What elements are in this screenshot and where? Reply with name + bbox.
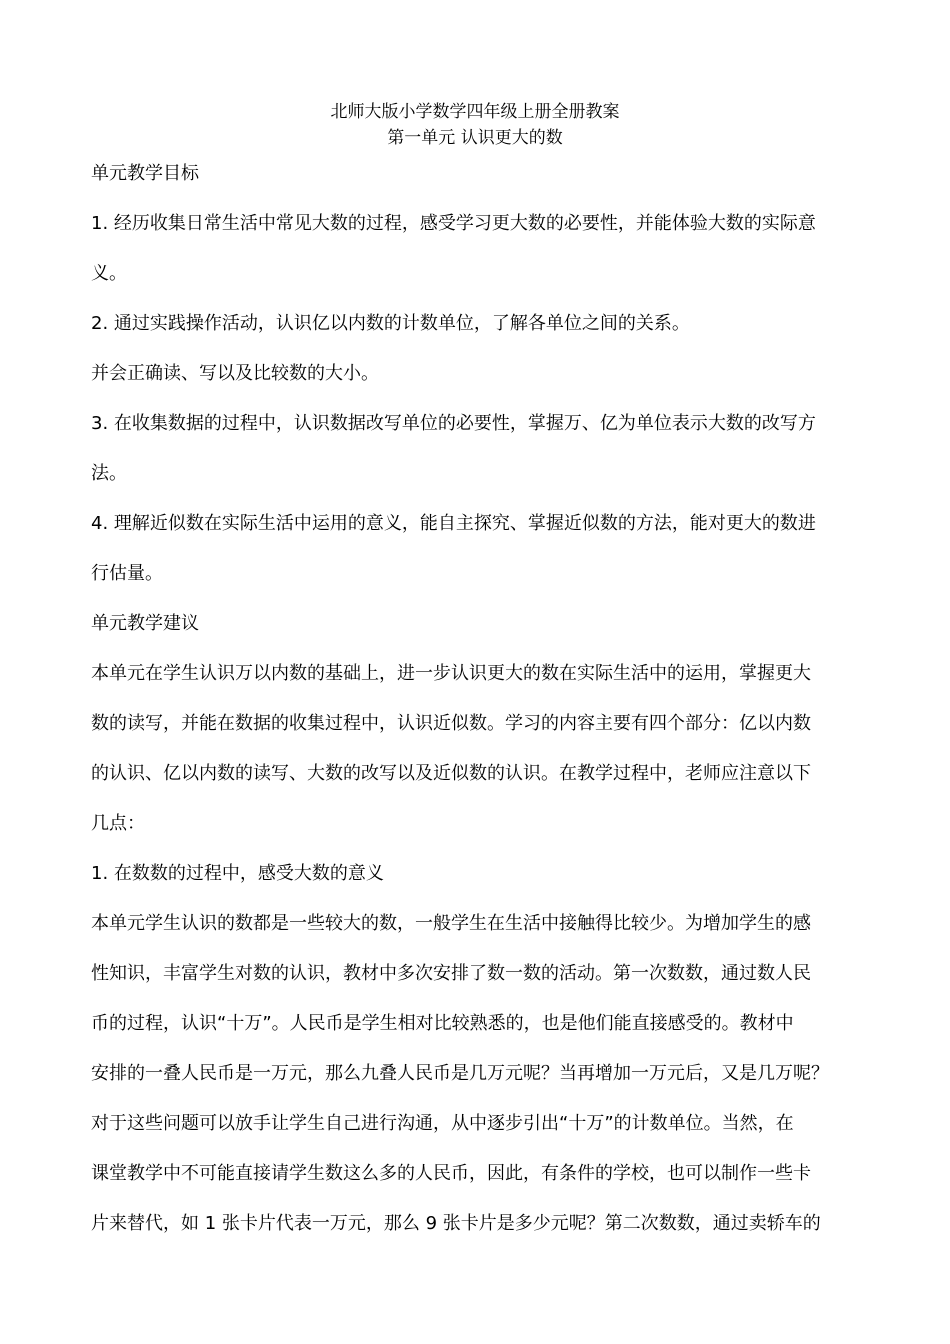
paragraph-line: 2. 通过实践操作活动，认识亿以内数的计数单位，了解各单位之间的关系。 <box>91 313 690 334</box>
paragraph-line: 本单元学生认识的数都是一些较大的数，一般学生在生活中接触得比较少。为增加学生的感 <box>91 913 811 934</box>
paragraph-line: 片来替代，如 1 张卡片代表一万元，那么 9 张卡片是多少元呢？第二次数数，通过卖轿车的 <box>91 1213 821 1234</box>
paragraph-line: 数的读写，并能在数据的收集过程中，认识近似数。学习的内容主要有四个部分：亿以内数 <box>91 713 811 734</box>
paragraph-line: 法。 <box>91 463 127 484</box>
paragraph-line: 1. 经历收集日常生活中常见大数的过程，感受学习更大数的必要性，并能体验大数的实际意 <box>91 213 816 234</box>
paragraph-line: 的认识、亿以内数的读写、大数的改写以及近似数的认识。在教学过程中，老师应注意以下 <box>91 763 811 784</box>
document-title: 北师大版小学数学四年级上册全册教案 <box>330 102 620 122</box>
heading-unit-goals: 单元教学目标 <box>91 163 199 184</box>
paragraph-line: 3. 在收集数据的过程中，认识数据改写单位的必要性，掌握万、亿为单位表示大数的改写方 <box>91 413 816 434</box>
paragraph-line: 对于这些问题可以放手让学生自己进行沟通，从中逐步引出“十万”的计数单位。当然，在 <box>91 1113 794 1134</box>
heading-unit-suggestions: 单元教学建议 <box>91 613 199 634</box>
unit-title: 第一单元 认识更大的数 <box>387 128 563 148</box>
paragraph-line: 本单元在学生认识万以内数的基础上，进一步认识更大的数在实际生活中的运用，掌握更大 <box>91 663 811 684</box>
paragraph-line: 并会正确读、写以及比较数的大小。 <box>91 363 379 384</box>
paragraph-line: 币的过程，认识“十万”。人民币是学生相对比较熟悉的，也是他们能直接感受的。教材中 <box>91 1013 794 1034</box>
paragraph-line: 安排的一叠人民币是一万元，那么九叠人民币是几万元呢？当再增加一万元后，又是几万呢？ <box>91 1063 829 1084</box>
paragraph-line: 4. 理解近似数在实际生活中运用的意义，能自主探究、掌握近似数的方法，能对更大的数进 <box>91 513 816 534</box>
paragraph-line: 义。 <box>91 263 127 284</box>
paragraph-line: 性知识，丰富学生对数的认识，教材中多次安排了数一数的活动。第一次数数，通过数人民 <box>91 963 811 984</box>
subheading-line: 1. 在数数的过程中，感受大数的意义 <box>91 863 384 884</box>
paragraph-line: 几点： <box>91 813 145 834</box>
paragraph-line: 课堂教学中不可能直接请学生数这么多的人民币，因此，有条件的学校，也可以制作一些卡 <box>91 1163 811 1184</box>
paragraph-line: 行估量。 <box>91 563 163 584</box>
